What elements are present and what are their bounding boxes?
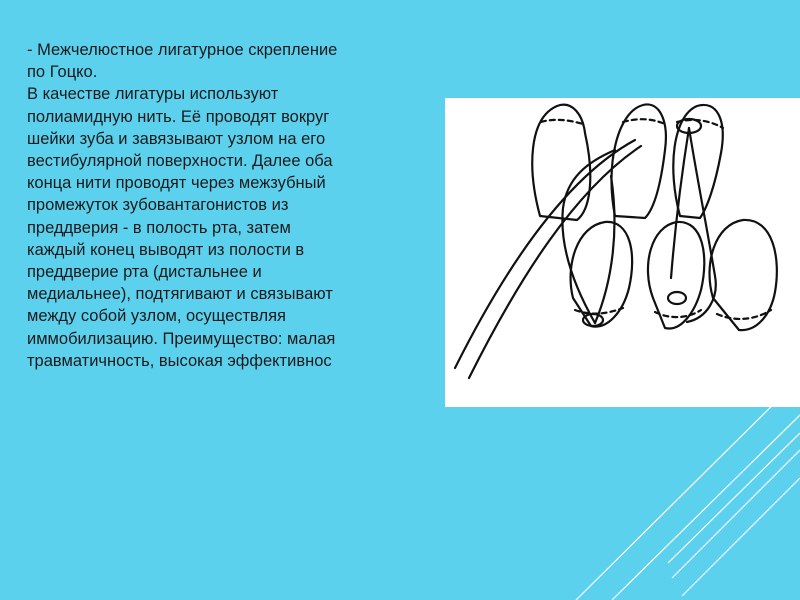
- text-line: конца нити проводят через межзубный: [27, 174, 326, 193]
- text-line: полиамидную нить. Её проводят вокруг: [27, 107, 330, 126]
- thread-end-1: [455, 140, 635, 368]
- text-line: В качестве лигатуры используют: [27, 85, 279, 104]
- text-line: медиальнее), подтягивают и связывают: [27, 285, 333, 304]
- text-line: промежуток зубовантагонистов из: [27, 196, 289, 215]
- ligature-knot-middle: [668, 292, 686, 304]
- text-line: преддверия - в полость рта, затем: [27, 218, 291, 237]
- deco-line-2: [612, 415, 800, 600]
- deco-line-1: [576, 378, 800, 600]
- text-line: шейки зуба и завязывают узлом на его: [27, 129, 326, 148]
- text-line: - Межчелюстное лигатурное скрепление: [27, 41, 338, 59]
- text-line: травматичность, высокая эффективнос: [27, 351, 332, 370]
- thread-end-2: [469, 146, 641, 378]
- text-line: иммобилизацию. Преимущество: малая: [27, 329, 336, 348]
- text-line: преддверие рта (дистальнее и: [27, 263, 262, 282]
- deco-line-5: [682, 478, 800, 596]
- text-line: каждый конец выводят из полости в: [27, 240, 305, 259]
- lower-tooth-3: [710, 220, 777, 330]
- ligature-illustration: [445, 98, 800, 407]
- deco-line-4: [672, 450, 800, 578]
- text-line: вестибулярной поверхности. Далее оба: [27, 152, 333, 171]
- slide-body-text: [27, 39, 417, 372]
- text-line: по Гоцко.: [27, 63, 98, 82]
- upper-ligature-dash-2: [623, 119, 665, 124]
- deco-line-3: [668, 433, 800, 563]
- text-line: между собой узлом, осуществляя: [27, 307, 286, 326]
- upper-ligature-dash-1: [541, 120, 583, 124]
- lower-ligature-dash-2: [655, 310, 701, 317]
- teeth-ligature-drawing: [445, 98, 800, 407]
- ligature-thread-1: [562, 150, 615, 323]
